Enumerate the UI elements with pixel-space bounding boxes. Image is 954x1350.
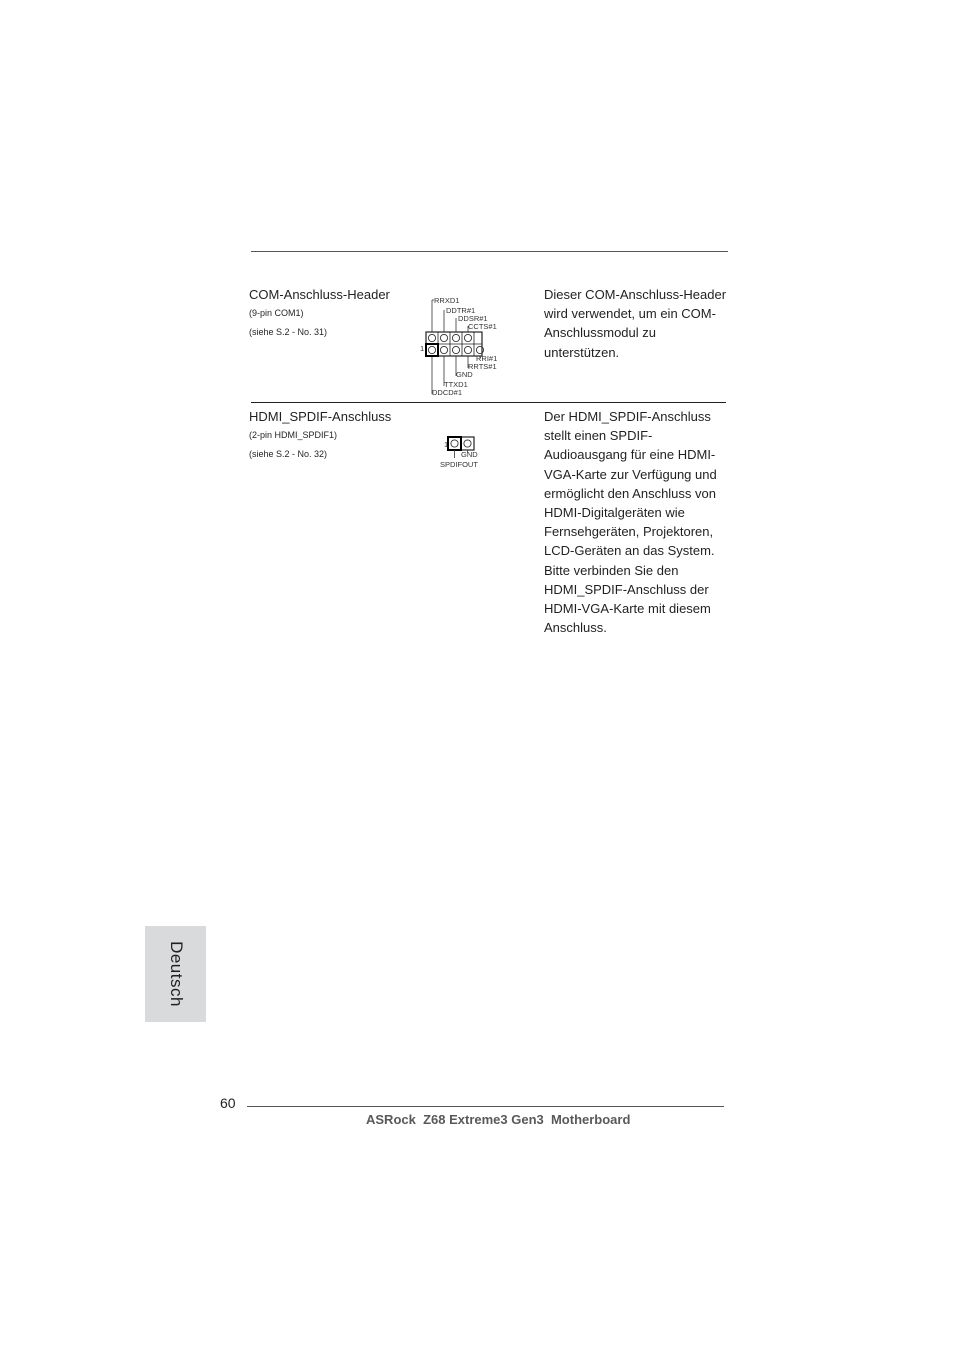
com-label-rrts1: RRTS#1: [468, 362, 497, 371]
com-label-ddcd1: DDCD#1: [432, 388, 463, 397]
section-divider: [251, 402, 726, 403]
com-label-rrxd1: RRXD1: [434, 296, 460, 305]
com-label-ddtr1: DDTR#1: [446, 306, 476, 315]
com-label-ttxd1: TTXD1: [444, 380, 468, 389]
com-header-title: COM-Anschluss-Header: [249, 287, 390, 302]
com-header-page-ref: (siehe S.2 - No. 31): [249, 327, 328, 337]
hdmi-spdif-pin-info: (2-pin HDMI_SPDIF1): [249, 430, 338, 440]
top-rule: [251, 251, 728, 252]
com-label-ddsr1: DDSR#1: [458, 314, 488, 323]
spdif-pin-one-label: 1: [444, 440, 449, 449]
footer-title: ASRock Z68 Extreme3 Gen3 Motherboard: [366, 1112, 631, 1127]
hdmi-spdif-pin-diagram: [436, 433, 486, 471]
com-label-ccts1: CCTS#1: [468, 322, 497, 331]
page-number: 60: [220, 1095, 236, 1111]
com-header-pin-diagram: [418, 294, 508, 398]
com-header-pin-info: (9-pin COM1): [249, 308, 304, 318]
com-pin-one-label: 1: [420, 344, 425, 353]
com-label-gnd: GND: [456, 370, 473, 379]
spdif-label-gnd: GND: [461, 450, 478, 459]
hdmi-spdif-title: HDMI_SPDIF-Anschluss: [249, 409, 392, 424]
hdmi-spdif-page-ref: (siehe S.2 - No. 32): [249, 449, 328, 459]
footer-rule: [247, 1106, 724, 1107]
com-label-rri1: RRI#1: [476, 354, 498, 363]
spdif-label-spdifout: SPDIFOUT: [440, 460, 478, 469]
language-tab-label: Deutsch: [166, 941, 186, 1007]
com-header-description: Dieser COM-Anschluss-Header wird verwendet, um ein COM-Anschlussmodul zu unterstützen.: [544, 287, 727, 360]
hdmi-spdif-description: Der HDMI_SPDIF-Anschluss stellt einen SPDIF-Audioausgang für eine HDMI-VGA-Karte zur Verfügung und ermöglicht den Anschluss von HDMI-Digitalgeräten wie Fernsehgeräten, Projektoren, LCD-Geräten an das System. Bitte verbinden Sie den HDMI_SPDIF-Anschluss der HDMI-VGA-Karte mit diesem Anschluss.: [544, 409, 717, 636]
language-tab: [145, 926, 206, 1022]
